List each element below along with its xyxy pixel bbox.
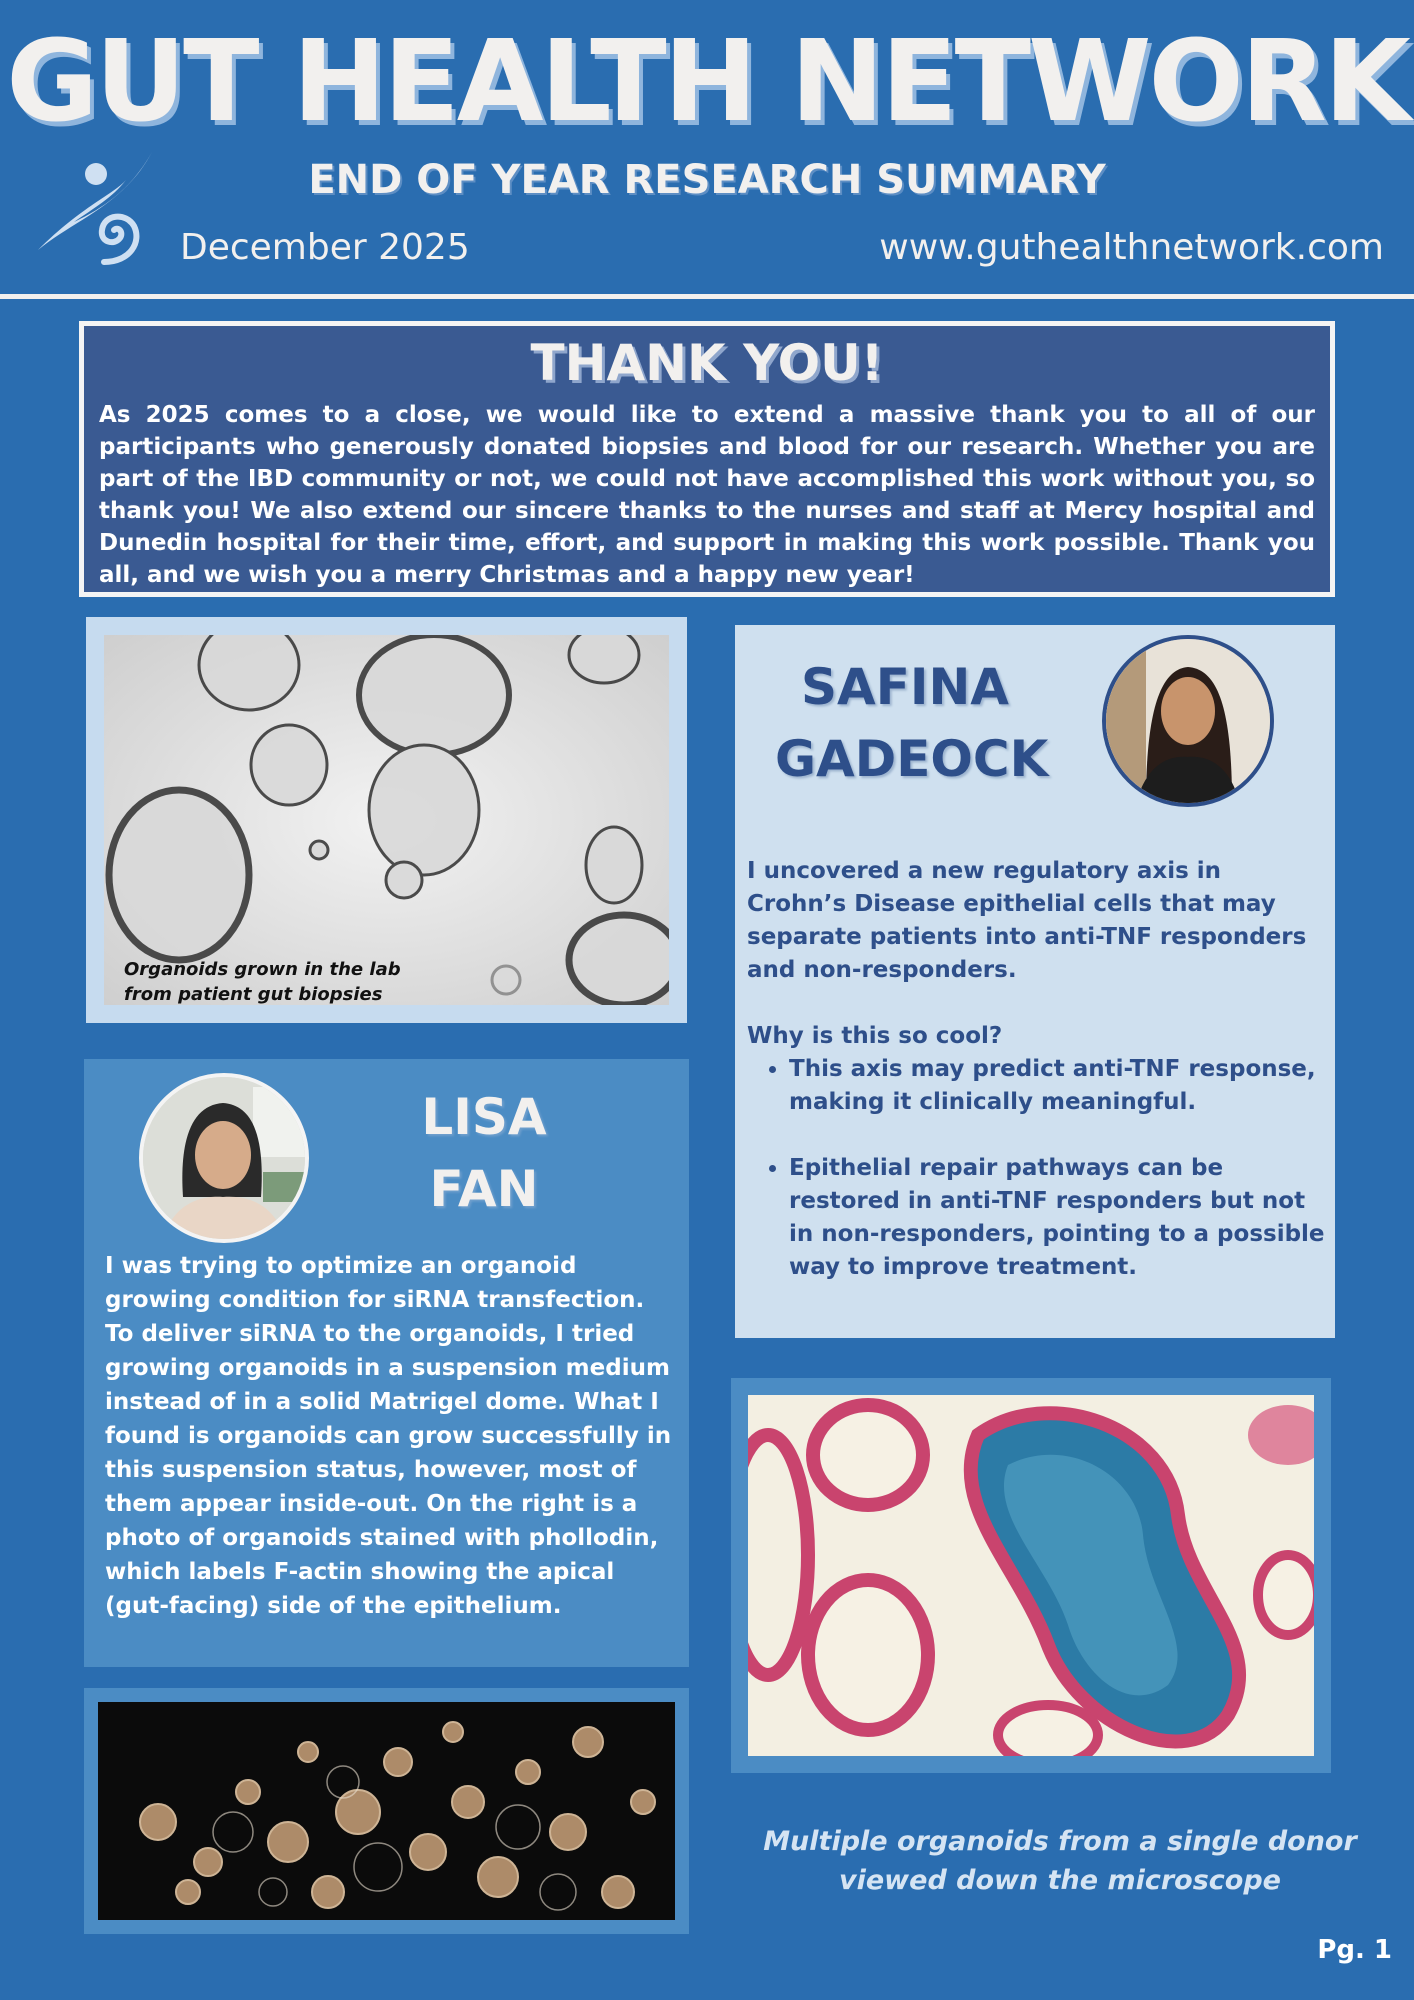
issue-date: December 2025 [180,227,470,268]
safina-bullet-list [747,1053,1327,1119]
researcher-name-lisa [384,1081,584,1225]
thank-you-heading: THANK YOU! [530,334,884,392]
name-first: SAFINA [800,658,1009,716]
safina-bullet-list-2 [747,1152,1327,1284]
stained-organoid-photo-panel [731,1378,1331,1773]
caption-line: Multiple organoids from a single donor [763,1826,1357,1857]
stained-organoid-caption [735,1822,1385,1900]
safina-intro: I uncovered a new regulatory axis in Crohn’s Disease epithelial cells that may separate patients into anti-TNF responders and non-responders. [747,858,1307,983]
newsletter-subtitle: END OF YEAR RESEARCH SUMMARY [308,157,1106,203]
caption-line: viewed down the microscope [839,1865,1281,1896]
newsletter-title: GUT HEALTH NETWORK [6,17,1408,147]
list-item: • This axis may predict anti-TNF response, making it clinically meaningful. [789,1053,1327,1119]
website-url[interactable]: www.guthealthnetwork.com [879,227,1384,268]
thank-you-message: As 2025 comes to a close, we would like to extend a massive thank you to all of our participants who generously donated biopsies and blood for our research. Whether you are part of the IBD community or not, we could not have accomplished this work without you, so thank you! We also extend our sincere thanks to the nurses and staff at Mercy hospital and Dunedin hospital for their time, effort, and support in making this work possible. Thank you all, and we wish you a merry Christmas and a happy new year! [99,402,1315,588]
avatar-safina [1102,635,1274,807]
phalloidin-stained-organoid-image [748,1395,1314,1756]
header-divider [0,294,1414,299]
avatar-lisa [139,1073,309,1243]
organoid-photo-panel [86,617,687,1023]
why-cool-heading: Why is this so cool? [747,1023,1003,1049]
safina-research-summary [747,855,1327,1284]
name-last: GADEOCK [775,730,1049,788]
dark-organoid-photo-panel [84,1688,689,1934]
page-number: Pg. 1 [1317,1935,1392,1965]
organoid-darkfield-image [98,1702,675,1920]
researcher-panel-safina [735,625,1335,1338]
organoid-photo-caption: Organoids grown in the lab from patient gut biopsies [124,959,401,1005]
name-first: LISA [421,1088,547,1146]
lisa-research-summary: I was trying to optimize an organoid growing condition for siRNA transfection. To deliver siRNA to the organoids, I tried growing organoids in a suspension medium instead of in a solid Matrigel dome. What I found is organoids can grow successfully in this suspension status, however, most of them appear inside-out. On the right is a photo of organoids stained with phollodin, which labels F-actin showing the apical (gut-facing) side of the epithelium. [105,1253,672,1619]
name-last: FAN [429,1160,539,1218]
thank-you-box [79,321,1335,597]
organoid-brightfield-image [104,635,669,1005]
researcher-name-safina [775,651,1049,795]
researcher-panel-lisa [84,1059,689,1667]
list-item: • Epithelial repair pathways can be restored in anti-TNF responders but not in non-responders, pointing to a possible way to improve treatment. [789,1152,1327,1284]
